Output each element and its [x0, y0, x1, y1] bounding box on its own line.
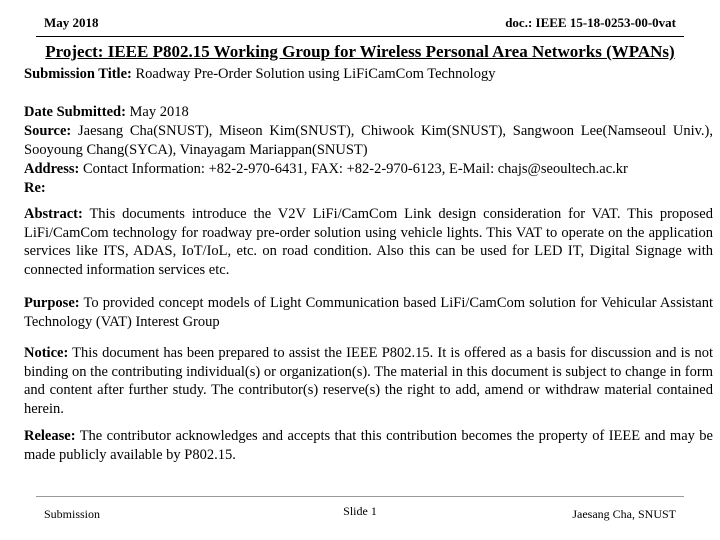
- header-doc-id: doc.: IEEE 15-18-0253-00-0vat: [505, 15, 676, 30]
- footer-submission: Submission: [44, 507, 101, 521]
- re-label: Re:: [24, 180, 46, 196]
- release-field: [24, 427, 713, 464]
- re-field: [24, 179, 713, 198]
- address-field: [24, 160, 713, 179]
- footer-author: Jaesang Cha, SNUST: [572, 507, 676, 521]
- abstract-label: Abstract:: [24, 206, 83, 222]
- source-value: Jaesang Cha(SNUST), Miseon Kim(SNUST), Chiwook Kim(SNUST), Sangwoon Lee(Namseoul Univ.), Sooyoung Chang(SYCA), Vinayagam Mariappan(SNUST): [24, 123, 713, 158]
- date-submitted-field: [24, 103, 713, 122]
- date-submitted-label: Date Submitted:: [24, 104, 126, 120]
- abstract-value: This documents introduce the V2V LiFi/CamCom Link design consideration for VAT. This proposed LiFi/CamCom technology for roadway pre-order solution using vehicle lights. This VAT to operate on the application services like ITS, ADAS, IoT/IoL, etc. on road condition. Also this can be used for LED IT, Digital Signage with connected information services etc.: [24, 206, 713, 278]
- source-field: [24, 122, 713, 159]
- release-label: Release:: [24, 428, 76, 444]
- address-value: Contact Information: +82-2-970-6431, FAX: +82-2-970-6123, E-Mail: chajs@seoultech.ac.kr: [82, 161, 628, 177]
- notice-label: Notice:: [24, 345, 69, 361]
- page-title: Project: IEEE P802.15 Working Group for Wireless Personal Area Networks (WPANs): [45, 42, 675, 61]
- submission-title-field: [24, 65, 713, 84]
- release-value: The contributor acknowledges and accepts that this contribution becomes the property of IEEE and may be made publicly available by P802.15.: [24, 428, 713, 463]
- header-rule: [36, 36, 684, 37]
- address-label: Address:: [24, 161, 80, 177]
- footer-rule: [36, 496, 684, 497]
- notice-value: This document has been prepared to assist the IEEE P802.15. It is offered as a basis for discussion and is not binding on the contributing individual(s) or organization(s). The material in this document is subject to change in form and content after further study. The contributor(s) reserve(s) the right to add, amend or withdraw material contained herein.: [24, 345, 713, 417]
- source-label: Source:: [24, 123, 72, 139]
- purpose-field: [24, 294, 713, 331]
- purpose-value: To provided concept models of Light Communication based LiFi/CamCom solution for Vehicular Assistant Technology (VAT) Interest Group: [24, 295, 713, 330]
- header-date: May 2018: [44, 15, 99, 30]
- notice-field: [24, 344, 713, 418]
- submission-title-label: Submission Title:: [24, 66, 132, 82]
- date-submitted-value: May 2018: [129, 104, 189, 120]
- submission-title-value: Roadway Pre-Order Solution using LiFiCamCom Technology: [135, 66, 496, 82]
- abstract-field: [24, 205, 713, 279]
- footer-slide-number: Slide 1: [343, 504, 377, 518]
- purpose-label: Purpose:: [24, 295, 80, 311]
